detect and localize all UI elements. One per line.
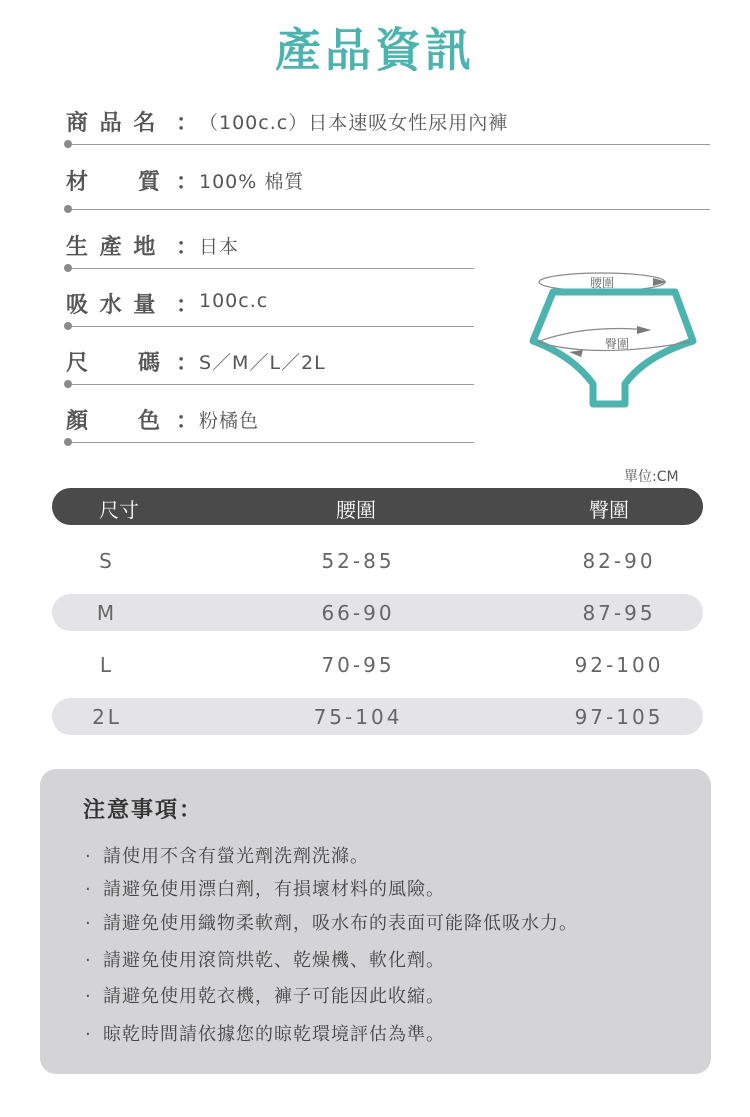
info-label: 材 質 (66, 170, 163, 195)
bullet: · (85, 950, 92, 971)
info-value: （100c.c）日本速吸女性尿用內褲 (199, 112, 509, 134)
cell-waist: 70-95 (321, 653, 395, 677)
list-item (85, 946, 445, 972)
divider (66, 268, 474, 269)
divider-dot (64, 140, 72, 148)
bullet: · (85, 846, 92, 867)
info-label: 生 產 地 (66, 235, 158, 260)
underwear-diagram (525, 264, 710, 414)
notice-text: 請避免使用滾筒烘乾、乾燥機、軟化劑。 (103, 950, 445, 971)
cell-size: M (96, 601, 118, 625)
divider-dot (64, 380, 72, 388)
bullet: · (85, 879, 92, 900)
hip-label: 臀圍 (604, 337, 630, 351)
cell-hip: 97-105 (574, 705, 664, 729)
cell-hip: 92-100 (574, 653, 664, 677)
notice-text: 請使用不含有螢光劑洗劑洗滌。 (103, 846, 369, 867)
list-item (85, 909, 578, 935)
cell-waist: 75-104 (313, 705, 403, 729)
list-item (85, 1020, 445, 1046)
bullet: · (85, 986, 92, 1007)
cell-waist: 66-90 (321, 601, 395, 625)
cell-waist: 52-85 (321, 549, 395, 573)
notice-text: 晾乾時間請依據您的晾乾環境評估為準。 (103, 1024, 445, 1045)
hip-arc (537, 329, 650, 343)
header-waist: 腰圍 (336, 498, 376, 522)
hip-arrow-left-icon (569, 350, 583, 357)
divider-dot (64, 438, 72, 446)
header-size: 尺寸 (99, 498, 139, 522)
divider (66, 209, 710, 210)
divider (66, 384, 474, 385)
info-colon: ： (176, 351, 199, 376)
divider (66, 326, 474, 327)
table-row (52, 542, 703, 579)
waist-arrow-icon (653, 278, 667, 286)
info-colon: ： (176, 170, 199, 195)
info-label: 吸 水 量 (66, 293, 158, 318)
waist-label: 腰圍 (589, 276, 615, 290)
notice-text: 請避免使用乾衣機，褲子可能因此收縮。 (103, 986, 445, 1007)
table-row (52, 594, 703, 631)
divider-dot (64, 205, 72, 213)
cell-size: L (99, 653, 115, 677)
notice-box (40, 769, 711, 1074)
notice-title: 注意事項： (83, 798, 204, 823)
cell-size: S (99, 549, 115, 573)
info-label: 商 品 名 (66, 111, 158, 136)
size-table-header (52, 488, 703, 525)
info-colon: ： (176, 235, 199, 260)
list-item (85, 982, 445, 1008)
divider-dot (64, 264, 72, 272)
cell-hip: 87-95 (582, 601, 656, 625)
page-title: 產品資訊 (275, 23, 475, 77)
bullet: · (85, 913, 92, 934)
info-value: 粉橘色 (199, 410, 260, 432)
notice-text: 請避免使用漂白劑，有損壞材料的風險。 (103, 879, 445, 900)
table-row (52, 646, 703, 683)
info-label: 尺 碼 (66, 351, 163, 376)
info-colon: ： (176, 293, 199, 318)
divider (66, 442, 474, 443)
info-colon: ： (176, 111, 199, 136)
list-item (85, 875, 445, 901)
info-value: 日本 (199, 236, 240, 258)
cell-size: 2L (92, 705, 122, 729)
notice-text: 請避免使用織物柔軟劑，吸水布的表面可能降低吸水力。 (103, 913, 578, 934)
info-colon: ： (176, 409, 199, 434)
header-hip: 臀圍 (589, 498, 629, 522)
info-value: 100c.c (199, 290, 269, 312)
hip-arrow-right-icon (637, 326, 651, 334)
divider-dot (64, 322, 72, 330)
info-value: S／M／L／2L (199, 352, 326, 374)
unit-label: 單位:CM (624, 469, 679, 485)
table-row (52, 698, 703, 735)
info-value: 100% 棉質 (199, 171, 305, 193)
list-item (85, 842, 369, 868)
divider (66, 144, 710, 145)
bullet: · (85, 1024, 92, 1045)
info-label: 顏 色 (66, 409, 163, 434)
cell-hip: 82-90 (582, 549, 656, 573)
